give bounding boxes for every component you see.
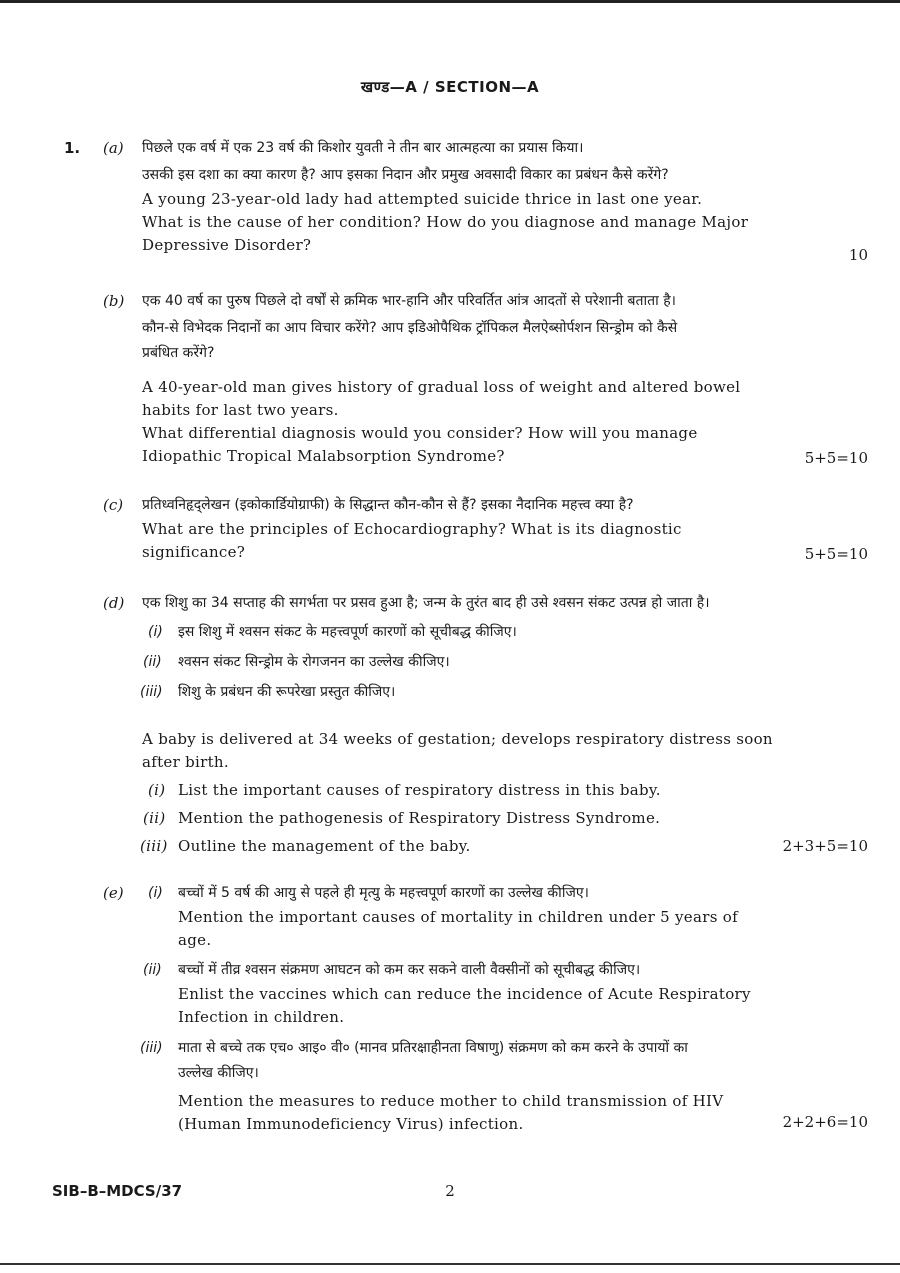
part-a-hindi-line-2: उसकी इस दशा का क्या कारण है? आप इसका निदान और प्रमुख अवसादी विकार का प्रबंधन कैसे करेंगे? — [142, 167, 669, 183]
part-d-english-item-iii-text: Outline the management of the baby. — [178, 837, 471, 855]
part-b-hindi-line-2: कौन-से विभेदक निदानों का आप विचार करेंगे? आप इडिओपैथिक ट्रॉपिकल मैलऐब्सोर्पशन सिन्ड्रोम को कैसे — [142, 320, 678, 336]
part-a-english-line-1: A young 23-year-old lady had attempted suicide thrice in last one year. — [142, 190, 703, 208]
part-b-english-line-3: What differential diagnosis would you consider? How will you manage — [142, 424, 698, 442]
part-d-hindi-item-ii-label: (ii) — [143, 654, 162, 670]
part-e-item-iii-hindi-1: माता से बच्चे तक एच० आइ० वी० (मानव प्रतिरक्षाहीनता विषाणु) संक्रमण को कम करने के उपायों का — [178, 1040, 688, 1056]
part-c-english-line-2: significance? — [142, 543, 246, 561]
part-d-hindi-intro-line: एक शिशु का 34 सप्ताह की सगर्भता पर प्रसव हुआ है; जन्म के तुरंत बाद ही उसे श्वसन संकट उत्पन्न हो जाता है। — [142, 595, 710, 611]
part-d-english-item-ii-text: Mention the pathogenesis of Respiratory Distress Syndrome. — [178, 809, 661, 827]
part-a-marks: 10 — [848, 246, 868, 264]
part-d-english-item-i-label: (i) — [148, 781, 166, 799]
part-e-item-i-label: (i) — [148, 885, 163, 901]
part-e-item-iii-hindi-2: उल्लेख कीजिए। — [178, 1065, 259, 1081]
part-d-marks: 2+3+5=10 — [782, 837, 868, 855]
part-c-text — [142, 493, 842, 564]
part-e-item-iii-english-2: (Human Immunodeficiency Virus) infection. — [178, 1115, 524, 1133]
part-d-hindi-item-i-label: (i) — [148, 624, 163, 640]
part-a-text — [142, 136, 842, 257]
top-border-rule — [0, 0, 900, 3]
part-e-item-i-english-1: Mention the important causes of mortality in children under 5 years of — [178, 908, 738, 926]
question-number: 1. — [64, 139, 81, 157]
section-heading: खण्ड—A / SECTION—A — [360, 78, 540, 96]
part-d-hindi-intro — [142, 591, 862, 616]
part-d-hindi-item-iii-label: (iii) — [140, 684, 163, 700]
page-number: 2 — [445, 1182, 455, 1200]
part-d-english-item-iii-label: (iii) — [140, 837, 168, 855]
part-a-label: (a) — [103, 139, 124, 157]
part-e-item-ii-english-2: Infection in children. — [178, 1008, 345, 1026]
part-d-hindi-item-i-text: इस शिशु में श्वसन संकट के महत्त्वपूर्ण कारणों को सूचीबद्ध कीजिए। — [178, 624, 517, 640]
part-b-label: (b) — [103, 292, 125, 310]
part-b-hindi-line-3: प्रबंधित करेंगे? — [142, 345, 215, 361]
part-a-english-line-2: What is the cause of her condition? How do you diagnose and manage Major — [142, 213, 749, 231]
part-e-item-iii-label: (iii) — [140, 1040, 163, 1056]
paper-code: SIB–B–MDCS/37 — [52, 1182, 183, 1200]
bottom-border-rule — [0, 1263, 900, 1265]
part-d-english-item-i-text: List the important causes of respiratory distress in this baby. — [178, 781, 661, 799]
part-e-item-iii-english-1: Mention the measures to reduce mother to child transmission of HIV — [178, 1092, 724, 1110]
part-d-english-intro-line-2: after birth. — [142, 753, 229, 771]
part-e-label: (e) — [103, 884, 124, 902]
part-d-english-item-ii-label: (ii) — [143, 809, 166, 827]
part-b-hindi-line-1: एक 40 वर्ष का पुरुष पिछले दो वर्षों से क्रमिक भार-हानि और परिवर्तित आंत्र आदतों से परेशानी बताता है। — [142, 293, 676, 309]
part-d-hindi-item-ii-text: श्वसन संकट सिन्ड्रोम के रोगजनन का उल्लेख कीजिए। — [178, 654, 450, 670]
part-d-english-intro-line-1: A baby is delivered at 34 weeks of gestation; develops respiratory distress soon — [142, 730, 773, 748]
part-e-item-ii-label: (ii) — [143, 962, 162, 978]
part-b-text — [142, 289, 842, 468]
part-d-english-intro — [142, 728, 842, 774]
part-d-label: (d) — [103, 594, 125, 612]
part-e-item-i-english-2: age. — [178, 931, 212, 949]
part-c-marks: 5+5=10 — [804, 545, 868, 563]
part-b-english-line-1: A 40-year-old man gives history of gradual loss of weight and altered bowel — [142, 378, 741, 396]
part-d-hindi-item-iii-text: शिशु के प्रबंधन की रूपरेखा प्रस्तुत कीजिए। — [178, 684, 396, 700]
part-b-english-line-4: Idiopathic Tropical Malabsorption Syndrome? — [142, 447, 505, 465]
part-e-item-i-hindi: बच्चों में 5 वर्ष की आयु से पहले ही मृत्यु के महत्त्वपूर्ण कारणों का उल्लेख कीजिए। — [178, 885, 589, 901]
part-a-english-line-3: Depressive Disorder? — [142, 236, 312, 254]
part-a-hindi-line-1: पिछले एक वर्ष में एक 23 वर्ष की किशोर युवती ने तीन बार आत्महत्या का प्रयास किया। — [142, 140, 584, 156]
part-c-hindi-line-1: प्रतिध्वनिहृद्लेखन (इकोकार्डियोग्राफी) के सिद्धान्त कौन-कौन से हैं? इसका नैदानिक महत्त्व क्या है? — [142, 497, 634, 513]
part-e-marks: 2+2+6=10 — [782, 1113, 868, 1131]
part-b-english-line-2: habits for last two years. — [142, 401, 339, 419]
part-e-item-ii-hindi: बच्चों में तीव्र श्वसन संक्रमण आघटन को कम कर सकने वाली वैक्सीनों को सूचीबद्ध कीजिए। — [178, 962, 641, 978]
part-c-label: (c) — [103, 496, 124, 514]
part-e-item-ii-english-1: Enlist the vaccines which can reduce the incidence of Acute Respiratory — [178, 985, 751, 1003]
part-b-marks: 5+5=10 — [804, 449, 868, 467]
part-c-english-line-1: What are the principles of Echocardiography? What is its diagnostic — [142, 520, 682, 538]
